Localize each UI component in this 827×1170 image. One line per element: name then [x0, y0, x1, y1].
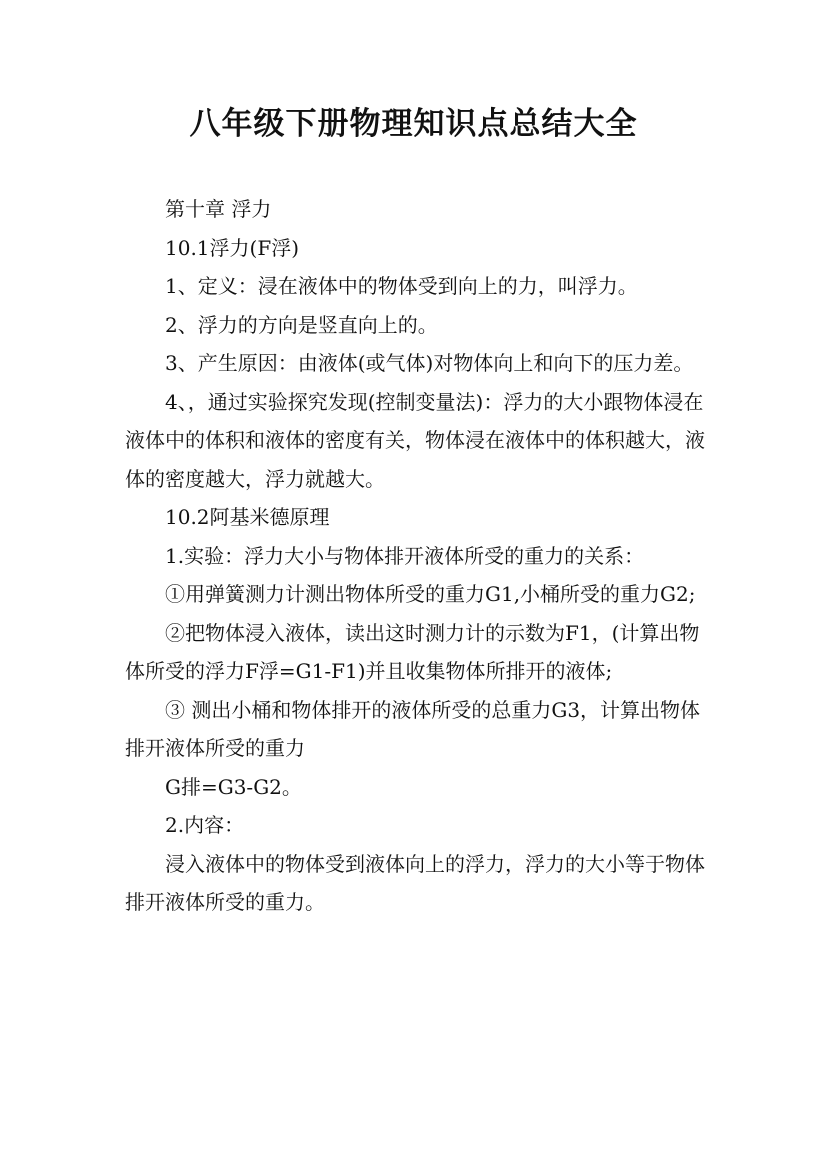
document-title: 八年级下册物理知识点总结大全: [189, 106, 638, 142]
paragraph: G排=G3-G2。: [165, 774, 302, 799]
paragraph: ③ 测出小桶和物体排开的液体所受的总重力G3，计算出物体排开液体所受的重力: [125, 697, 701, 760]
paragraph: 1、定义：浸在液体中的物体受到向上的力，叫浮力。: [165, 274, 638, 298]
chapter-heading: 第十章 浮力: [165, 197, 272, 221]
section-heading: 10.1浮力(F浮): [165, 235, 300, 260]
section-heading: 10.2阿基米德原理: [165, 505, 330, 529]
paragraph: 1.实验：浮力大小与物体排开液体所受的重力的关系：: [165, 543, 645, 568]
paragraph: 4、，通过实验探究发现(控制变量法)：浮力的大小跟物体浸在液体中的体积和液体的密度有关，物体浸在液体中的体积越大，液体的密度越大，浮力就越大。: [125, 389, 705, 491]
paragraph: ②把物体浸入液体，读出这时测力计的示数为F1，(计算出物体所受的浮力F浮=G1-F1)并且收集物体所排开的液体;: [125, 620, 700, 683]
paragraph: ①用弹簧测力计测出物体所受的重力G1,小桶所受的重力G2;: [165, 582, 696, 606]
paragraph: 2、浮力的方向是竖直向上的。: [165, 312, 438, 337]
paragraph: 2.内容：: [165, 813, 245, 837]
paragraph: 浸入液体中的物体受到液体向上的浮力，浮力的大小等于物体排开液体所受的重力。: [125, 851, 705, 914]
document-body: [125, 190, 715, 922]
paragraph: 3、产生原因：由液体(或气体)对物体向上和向下的压力差。: [165, 351, 694, 375]
